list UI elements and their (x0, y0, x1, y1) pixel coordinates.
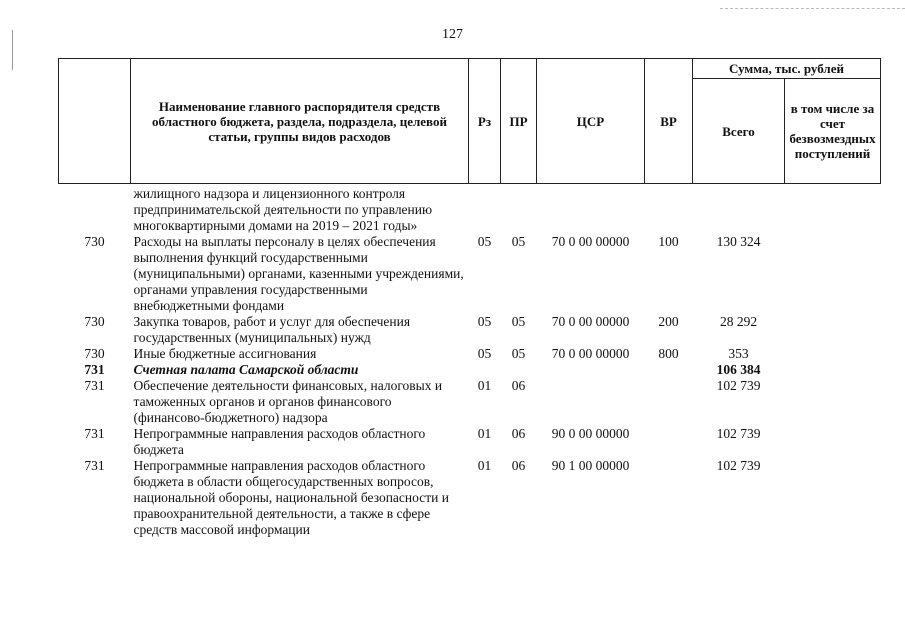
header-including: в том числе за счет безвозмездных поступлений (785, 79, 881, 184)
table-row (59, 184, 881, 235)
cell-vr: 800 (658, 346, 679, 361)
cell-pr: 05 (511, 314, 526, 329)
cell-name: Счетная палата Самарской области (133, 362, 359, 377)
cell-csr: 70 0 00 00000 (551, 314, 630, 329)
cell-pr (501, 184, 537, 235)
table-header (59, 59, 881, 184)
cell-vr: 100 (658, 234, 679, 249)
cell-including (785, 426, 881, 458)
cell-code: 730 (84, 346, 105, 361)
table-row (59, 314, 881, 346)
budget-table (58, 58, 881, 538)
table-row (59, 362, 881, 378)
cell-total: 102 739 (716, 378, 761, 393)
header-total: Всего (693, 79, 785, 184)
cell-code: 731 (84, 378, 105, 393)
cell-name: жилищного надзора и лицензионного контроля предпринимательской деятельности по управлению многоквартирными домами на 2019 – 2021 годы» (133, 186, 433, 233)
page-number: 127 (442, 27, 463, 42)
cell-csr (537, 362, 645, 378)
cell-name: Закупка товаров, работ и услуг для обеспечения государственных (муниципальных) нужд (133, 314, 411, 345)
header-rz: Рз (469, 59, 501, 184)
header-sum-group: Сумма, тыс. рублей (693, 59, 881, 79)
table-row (59, 346, 881, 362)
cell-name: Иные бюджетные ассигнования (133, 346, 317, 361)
table-row (59, 234, 881, 314)
cell-code: 730 (84, 234, 105, 249)
cell-vr (645, 426, 693, 458)
table-body (59, 184, 881, 539)
cell-vr (645, 378, 693, 426)
cell-rz (469, 362, 501, 378)
cell-total: 353 (728, 346, 749, 361)
cell-pr: 05 (511, 346, 526, 361)
cell-total: 102 739 (716, 458, 761, 473)
header-name: Наименование главного распорядителя средств областного бюджета, раздела, подраздела, целевой статьи, группы видов расходов (131, 59, 469, 184)
cell-csr: 70 0 00 00000 (551, 234, 630, 249)
cell-total: 102 739 (716, 426, 761, 441)
cell-vr: 200 (658, 314, 679, 329)
table-row (59, 458, 881, 538)
cell-pr (501, 362, 537, 378)
cell-code: 731 (84, 426, 105, 441)
cell-including (785, 234, 881, 314)
cell-including (785, 184, 881, 235)
header-pr: ПР (501, 59, 537, 184)
cell-csr: 70 0 00 00000 (551, 346, 630, 361)
cell-code (59, 184, 131, 235)
cell-total: 130 324 (716, 234, 761, 249)
cell-including (785, 362, 881, 378)
cell-total: 106 384 (716, 362, 761, 377)
cell-rz: 05 (477, 314, 492, 329)
cell-pr: 05 (511, 234, 526, 249)
cell-csr (537, 184, 645, 235)
cell-csr: 90 0 00 00000 (551, 426, 630, 441)
header-vr: ВР (645, 59, 693, 184)
cell-rz: 05 (477, 346, 492, 361)
cell-vr (645, 184, 693, 235)
cell-pr: 06 (511, 426, 526, 441)
cell-csr: 90 1 00 00000 (551, 458, 630, 473)
scan-artifact-top (720, 8, 905, 9)
header-code (59, 59, 131, 184)
cell-including (785, 458, 881, 538)
cell-rz: 01 (477, 458, 492, 473)
cell-name: Непрограммные направления расходов областного бюджета (133, 426, 426, 457)
cell-name: Расходы на выплаты персоналу в целях обеспечения выполнения функций государственными (муниципальными) органами, казенными учреждениями, органами управления государственными внебюджетными фондами (133, 234, 464, 313)
cell-code: 731 (84, 458, 105, 473)
cell-rz (469, 184, 501, 235)
cell-including (785, 314, 881, 346)
cell-vr (645, 362, 693, 378)
cell-name: Обеспечение деятельности финансовых, налоговых и таможенных органов и органов финансового (финансово-бюджетного) надзора (133, 378, 443, 425)
header-csr: ЦСР (537, 59, 645, 184)
cell-rz: 01 (477, 426, 492, 441)
cell-code: 731 (84, 362, 105, 377)
cell-including (785, 346, 881, 362)
cell-name: Непрограммные направления расходов областного бюджета в области общегосударственных вопросов, национальной обороны, национальной безопасности и правоохранительной деятельности, а также в сфере средств массовой информации (133, 458, 449, 537)
cell-code: 730 (84, 314, 105, 329)
cell-including (785, 378, 881, 426)
cell-rz: 05 (477, 234, 492, 249)
cell-pr: 06 (511, 458, 526, 473)
cell-vr (645, 458, 693, 538)
cell-total (693, 184, 785, 235)
cell-csr (537, 378, 645, 426)
cell-rz: 01 (477, 378, 492, 393)
cell-pr: 06 (511, 378, 526, 393)
table-row (59, 378, 881, 426)
table-row (59, 426, 881, 458)
cell-total: 28 292 (719, 314, 758, 329)
